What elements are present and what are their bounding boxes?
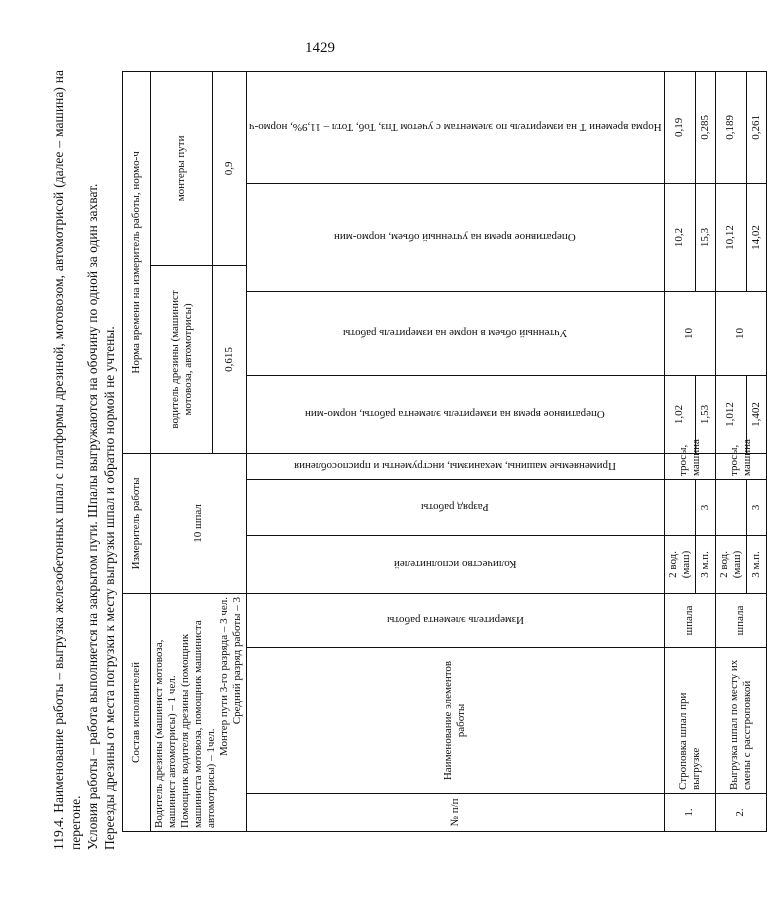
table-row-count: 3 м.п.	[746, 535, 766, 593]
table-row-op-time: 1,53	[695, 375, 715, 453]
table-row-tools: тросы, машина	[664, 453, 715, 479]
norms-table	[122, 71, 767, 832]
table-row-unit: шпала	[715, 593, 766, 647]
col-grade: Разряд работы	[247, 479, 665, 535]
table-row-name: Выгрузка шпал по месту их смены с расстроповкой	[715, 648, 766, 794]
table-row-grade	[664, 479, 695, 535]
norm-title: Норма времени на измеритель работы, нормо-ч	[123, 71, 151, 453]
monters-norm: 0,9	[213, 71, 247, 265]
composition-line: Водитель дрезины (машинист мотовоза, машинист автомотрисы) – 1 чел.	[153, 639, 178, 828]
table-row-op-time: 1,402	[746, 375, 766, 453]
table-row-grade	[715, 479, 746, 535]
work-transfers-note: Переезды дрезины от места погрузки к месту выгрузки шпал и обратно нормой не учтены.	[102, 326, 117, 850]
page-number: 1429	[305, 40, 335, 56]
col-op-time-vol: Оперативное время на учтенный объем, нормо-мин	[247, 183, 665, 291]
table-row-name: Строповка шпал при выгрузке	[664, 648, 715, 794]
group-driver: водитель дрезины (машинист мотовоза, автомотрисы)	[151, 265, 213, 453]
col-unit: Измеритель элемента работы	[247, 593, 665, 647]
table-row-op-vol: 10,12	[715, 183, 746, 291]
col-num: № п/п	[247, 794, 665, 832]
table-row-volume: 10	[715, 291, 766, 375]
table-row-num: 1.	[664, 794, 715, 832]
table-row-op-time: 1,012	[715, 375, 746, 453]
table-row-tools: тросы, машина	[715, 453, 766, 479]
table-row-op-time: 1,02	[664, 375, 695, 453]
col-name: Наименование элементов работы	[247, 648, 665, 794]
table-row-unit: шпала	[664, 593, 715, 647]
group-monters: монтеры пути	[151, 71, 213, 265]
work-title: 119.4. Наименование работы – выгрузка железобетонных шпал с платформы дрезиной, мотовозом, автомотрисой (далее – машина) на перегоне.	[51, 70, 83, 850]
col-tools: Применяемые машины, механизмы, инструменты и приспособления	[247, 453, 665, 479]
table-row-grade: 3	[746, 479, 766, 535]
composition-line: Помощник водителя дрезины (помощник машиниста мотовоза, помощник машиниста автомотрисы) – 1чел.	[179, 620, 217, 828]
rotated-page-content	[50, 70, 762, 850]
measurer-value: 10 шпал	[151, 453, 247, 593]
col-count: Количество исполнителей	[247, 535, 665, 593]
col-volume: Учтенный объем в норме на измеритель работы	[247, 291, 665, 375]
table-row-op-vol: 14,02	[746, 183, 766, 291]
table-row-norm: 0,19	[664, 71, 695, 183]
composition-line: Монтер пути 3-го разряда – 3 чел.	[218, 596, 230, 756]
work-description	[50, 70, 118, 850]
table-row-count: 2 вод. (маш)	[664, 535, 695, 593]
table-row-grade: 3	[695, 479, 715, 535]
col-norm-elem: Норма времени Т на измеритель по элементам с учетом Тпз, Тоб, Тотл – 11,9%, нормо-ч	[247, 71, 665, 183]
table-row-norm: 0,285	[695, 71, 715, 183]
col-op-time-elem: Оперативное время на измеритель элемента работы, нормо-мин	[247, 375, 665, 453]
table-row-norm: 0,189	[715, 71, 746, 183]
table-row-volume: 10	[664, 291, 715, 375]
measurer-title: Измеритель работы	[123, 453, 151, 593]
composition-list	[151, 593, 247, 831]
work-conditions: Условия работы – работа выполняется на закрытом пути. Шпалы выгружаются на обочину по одной за один захват.	[85, 183, 100, 850]
driver-norm: 0,615	[213, 265, 247, 453]
composition-line: Средний разряд работы – 3	[231, 596, 243, 725]
table-row-count: 2 вод. (маш)	[715, 535, 746, 593]
table-row-op-vol: 15,3	[695, 183, 715, 291]
table-row-num: 2.	[715, 794, 766, 832]
table-row-count: 3 м.п.	[695, 535, 715, 593]
composition-title: Состав исполнителей	[123, 593, 151, 831]
table-row-norm: 0,261	[746, 71, 766, 183]
table-row-op-vol: 10,2	[664, 183, 695, 291]
